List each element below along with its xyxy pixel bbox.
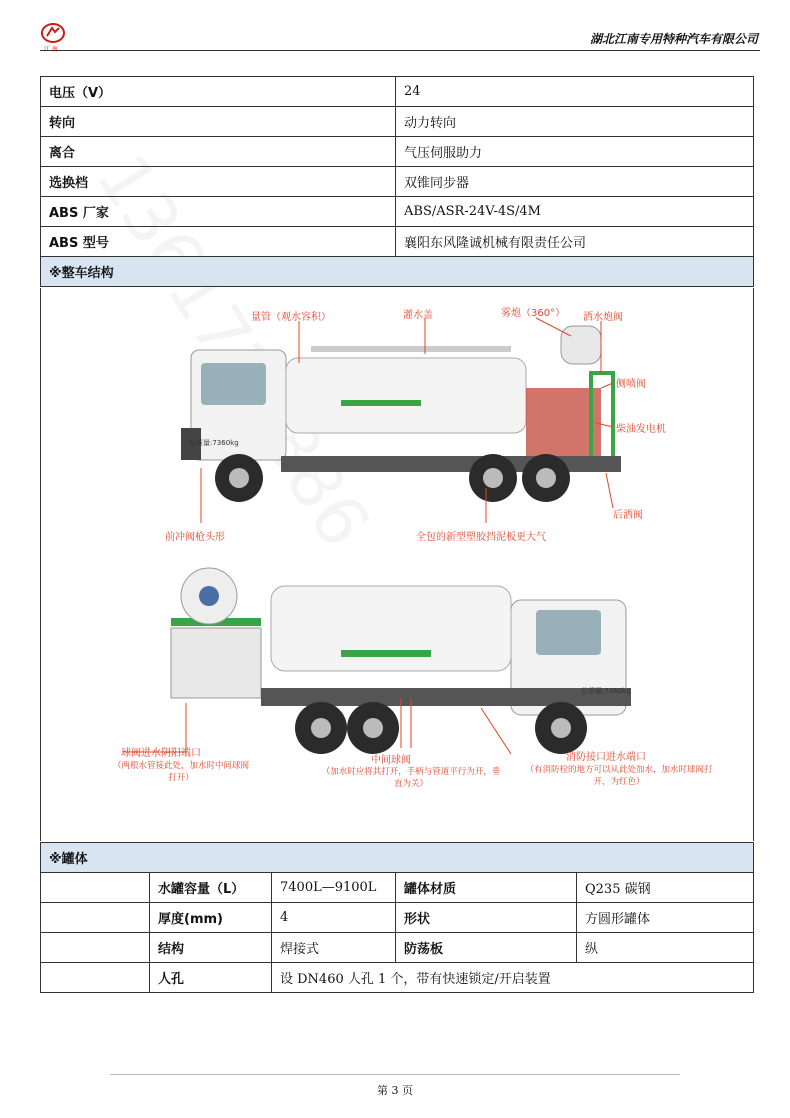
spec-value: 襄阳东风隆诚机械有限责任公司 [396, 227, 754, 257]
door-text-top: 总质量:7360kg [189, 439, 239, 447]
table-row [41, 167, 754, 197]
spec-value: 24 [396, 77, 754, 107]
spec-value: 双锥同步器 [396, 167, 754, 197]
spec-value: 动力转向 [396, 107, 754, 137]
empty-cell [41, 963, 150, 993]
spec-label: 离合 [41, 137, 396, 167]
tank-value: 设 DN460 人孔 1 个，带有快速锁定/开启装置 [272, 963, 754, 993]
tank-label: 形状 [396, 903, 577, 933]
spec-label: 电压（V） [41, 77, 396, 107]
annotation-cannon-valve: 洒水炮阀 [583, 312, 623, 323]
spec-value: 气压伺服助力 [396, 137, 754, 167]
table-row [41, 197, 754, 227]
annotation-gauge-tube: 量管（观水容积） [251, 312, 331, 323]
table-row [41, 77, 754, 107]
empty-cell [41, 903, 150, 933]
annotation-rear-spray-valve: 后洒阀 [613, 510, 643, 521]
annotation-ball-valve-note: （两根水管接此处，加水时中间球阀打开） [112, 761, 249, 783]
table-row [41, 903, 754, 933]
spec-value: ABS/ASR-24V-4S/4M [396, 197, 754, 227]
tank-value: 7400L—9100L [272, 873, 396, 903]
page-number: 第 3 页 [377, 1084, 413, 1097]
table-row [41, 963, 754, 993]
tank-label: 人孔 [150, 963, 272, 993]
section-heading-tank: ※罐体 [41, 843, 754, 873]
table-row [41, 107, 754, 137]
tank-label: 防荡板 [396, 933, 577, 963]
annotation-ball-valve-port: 球阀进水阴阳端口 [121, 748, 201, 759]
spec-label: ABS 厂家 [41, 197, 396, 227]
annotation-side-spray-valve: 侧喷阀 [616, 379, 646, 390]
section-row [41, 843, 754, 873]
door-text-bottom: 总质量:7360kg [581, 687, 631, 695]
spec-table [40, 76, 754, 287]
page-header [40, 22, 760, 51]
footer-divider [110, 1074, 680, 1075]
table-row [41, 227, 754, 257]
tank-value: 4 [272, 903, 396, 933]
table-row [41, 933, 754, 963]
tank-table [40, 842, 754, 993]
company-name: 湖北江南专用特种汽车有限公司 [589, 32, 758, 46]
tank-label: 水罐容量（L） [150, 873, 272, 903]
annotation-fire-port: 消防接口进水端口 [566, 752, 646, 763]
annotation-middle-ball-valve: 中间球阀 [371, 755, 411, 766]
tank-value: 方圆形罐体 [577, 903, 754, 933]
table-row [41, 137, 754, 167]
tank-label: 罐体材质 [396, 873, 577, 903]
spec-label: ABS 型号 [41, 227, 396, 257]
section-row [41, 257, 754, 287]
annotation-fog-cannon: 雾炮（360°） [501, 308, 566, 319]
annotation-mudguard: 全包的新型塑胶挡泥板更大气 [416, 532, 546, 543]
spec-label: 选换档 [41, 167, 396, 197]
annotation-fire-port-note: （有消防栓的地方可以从此处加水，加水时球阀打开，为红色） [525, 765, 713, 787]
annotation-fill-cap: 灌水盖 [403, 310, 433, 321]
spec-label: 转向 [41, 107, 396, 137]
annotation-diesel-generator: 柴油发电机 [616, 424, 666, 435]
empty-cell [41, 873, 150, 903]
table-row [41, 873, 754, 903]
logo-caption: 江 南 [44, 46, 58, 53]
tank-value: Q235 碳钢 [577, 873, 754, 903]
tank-value: 焊接式 [272, 933, 396, 963]
vehicle-diagram [40, 288, 754, 841]
tank-value: 纵 [577, 933, 754, 963]
empty-cell [41, 933, 150, 963]
tank-label: 结构 [150, 933, 272, 963]
annotation-front-flush-valve: 前冲阀枪头形 [165, 532, 225, 543]
annotation-middle-valve-note: （加水时应将其打开，手柄与管道平行为开，垂直为关） [321, 767, 501, 789]
section-heading-vehicle: ※整车结构 [41, 257, 754, 287]
tank-label: 厚度(mm) [150, 903, 272, 933]
